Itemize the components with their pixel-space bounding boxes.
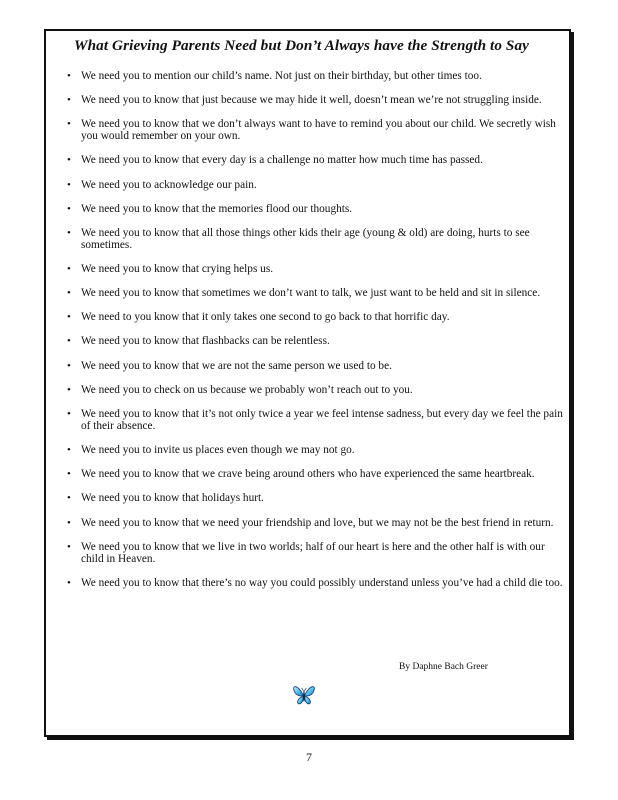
bullet-icon: • — [67, 226, 71, 239]
bullet-icon: • — [67, 576, 71, 589]
butterfly-icon — [292, 684, 316, 708]
bullet-icon: • — [67, 287, 71, 300]
bullet-icon: • — [67, 516, 71, 529]
list-item — [66, 288, 566, 300]
list-item — [66, 228, 566, 252]
list-item-text: We need you to know that just because we may hide it well, doesn’t mean we’re not struggling inside. — [81, 94, 542, 107]
bullet-icon: • — [67, 154, 71, 167]
bullet-icon: • — [67, 540, 71, 553]
list-item — [66, 578, 566, 590]
list-item-text: We need you to check on us because we probably won’t reach out to you. — [81, 383, 413, 396]
list-item — [66, 336, 566, 348]
list-item-text: We need you to know that there’s no way you could possibly understand unless you’ve had a child die too. — [81, 576, 563, 589]
list-item — [66, 469, 566, 481]
list-item — [66, 445, 566, 457]
bullet-icon: • — [67, 202, 71, 215]
list-item-text: We need you to know that we need your friendship and love, but we may not be the best friend in return. — [81, 516, 554, 529]
bullet-icon: • — [67, 118, 71, 131]
list-item — [66, 264, 566, 276]
list-item — [66, 361, 566, 373]
list-item-text: We need you to know that we crave being around others who have experienced the same heartbreak. — [81, 468, 535, 481]
list-item — [66, 493, 566, 505]
bullet-icon: • — [67, 492, 71, 505]
list-item-text: We need you to know that sometimes we don’t want to talk, we just want to be held and sit in silence. — [81, 287, 541, 300]
bullet-icon: • — [67, 311, 71, 324]
page-number: 7 — [306, 750, 312, 764]
bullet-icon: • — [67, 468, 71, 481]
list-item — [66, 119, 566, 143]
list-item-text: We need you to know that every day is a challenge no matter how much time has passed. — [81, 154, 483, 167]
bullet-icon: • — [67, 262, 71, 275]
list-item-text: We need you to know that all those things other kids their age (young & old) are doing, hurts to see sometimes. — [81, 226, 530, 251]
list-item — [66, 542, 566, 566]
bullet-icon: • — [67, 444, 71, 457]
list-item-text: We need you to know that we are not the same person we used to be. — [81, 359, 392, 372]
byline: By Daphne Bach Greer — [399, 662, 488, 672]
page-title: What Grieving Parents Need but Don’t Always have the Strength to Say — [74, 37, 530, 54]
list-item-text: We need you to know that the memories flood our thoughts. — [81, 202, 353, 215]
list-item-text: We need you to acknowledge our pain. — [81, 178, 257, 191]
list-item — [66, 204, 566, 216]
bullet-icon: • — [67, 94, 71, 107]
list-item-text: We need you to know that crying helps us. — [81, 262, 274, 275]
bullet-icon: • — [67, 335, 71, 348]
bullet-list — [66, 71, 566, 602]
bullet-icon: • — [67, 70, 71, 82]
list-item-text: We need you to know that flashbacks can be relentless. — [81, 335, 330, 348]
list-item — [66, 155, 566, 167]
list-item — [66, 312, 566, 324]
bullet-icon: • — [67, 178, 71, 191]
list-item — [66, 409, 566, 433]
list-item-text: We need you to know that we live in two worlds; half of our heart is here and the other half is with our child in Heaven. — [81, 540, 545, 565]
bullet-icon: • — [67, 408, 71, 421]
list-item-text: We need you to know that we don’t always want to have to remind you about our child. We secretly wish you would remember on your own. — [81, 118, 556, 143]
list-item-text: We need you to know that holidays hurt. — [81, 492, 264, 505]
list-item — [66, 385, 566, 397]
bullet-icon: • — [67, 383, 71, 396]
bullet-icon: • — [67, 359, 71, 372]
list-item — [66, 95, 566, 107]
list-item-text: We need you to invite us places even though we may not go. — [81, 444, 355, 457]
list-item — [66, 71, 566, 83]
list-item-text: We need to you know that it only takes one second to go back to that horrific day. — [81, 311, 450, 324]
list-item-text: We need you to know that it’s not only twice a year we feel intense sadness, but every day we feel the pain of their absence. — [81, 408, 563, 432]
page-frame — [44, 29, 571, 737]
list-item-text: We need you to mention our child’s name. Not just on their birthday, but other times too. — [81, 70, 482, 82]
list-item — [66, 518, 566, 530]
list-item — [66, 180, 566, 192]
